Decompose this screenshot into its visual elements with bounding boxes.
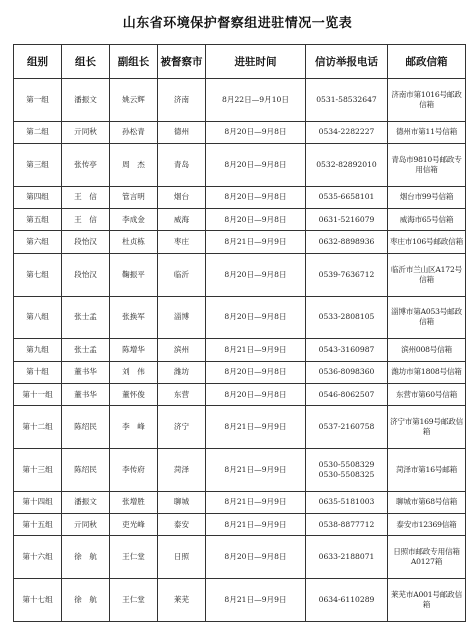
mailbox-cell: 淄博市第A053号邮政信箱	[388, 296, 466, 339]
phone-cell	[306, 339, 388, 361]
group-cell: 第十六组	[14, 536, 62, 579]
phone-number: 0530-5508329	[318, 459, 375, 469]
city-cell: 烟台	[158, 186, 206, 208]
phone-cell	[306, 79, 388, 122]
city-cell: 莱芜	[158, 579, 206, 622]
phone-cell	[306, 209, 388, 231]
period-cell: 8月21日—9月9日	[206, 406, 306, 449]
mailbox-cell: 日照市邮政专用信箱A0127箱	[388, 536, 466, 579]
phone-cell	[306, 253, 388, 296]
phone-cell	[306, 491, 388, 513]
phone-number: 0633-2188071	[318, 552, 375, 562]
deputy-cell: 陈增华	[110, 339, 158, 361]
period-cell: 8月20日—9月8日	[206, 383, 306, 405]
col-header-phone: 信访举报电话	[306, 45, 388, 79]
period-cell: 8月20日—9月8日	[206, 209, 306, 231]
deputy-cell: 张增胜	[110, 491, 158, 513]
phone-number: 0531-58532647	[316, 94, 377, 104]
group-cell: 第五组	[14, 209, 62, 231]
table-row	[14, 491, 466, 513]
deputy-cell: 管言明	[110, 186, 158, 208]
leader-cell: 董书华	[62, 361, 110, 383]
table-row	[14, 209, 466, 231]
deputy-cell: 王仁堂	[110, 536, 158, 579]
phone-cell	[306, 449, 388, 492]
phone-cell	[306, 514, 388, 536]
leader-cell: 段怡汉	[62, 253, 110, 296]
mailbox-cell: 济南市第1016号邮政信箱	[388, 79, 466, 122]
city-cell: 临沂	[158, 253, 206, 296]
phone-number: 0535-6658101	[318, 192, 375, 202]
period-cell: 8月21日—9月9日	[206, 491, 306, 513]
phone-number: 0631-5216079	[318, 214, 375, 224]
table-row	[14, 339, 466, 361]
leader-cell: 张士孟	[62, 296, 110, 339]
group-cell: 第十一组	[14, 383, 62, 405]
leader-cell: 张士孟	[62, 339, 110, 361]
phone-number: 0530-5508325	[318, 469, 375, 479]
table-row	[14, 231, 466, 253]
deputy-cell: 李 峰	[110, 406, 158, 449]
phone-cell	[306, 383, 388, 405]
table-body	[14, 79, 466, 622]
period-cell: 8月21日—9月9日	[206, 449, 306, 492]
table-row	[14, 79, 466, 122]
mailbox-cell: 枣庄市106号邮政信箱	[388, 231, 466, 253]
city-cell: 青岛	[158, 144, 206, 187]
group-cell: 第十组	[14, 361, 62, 383]
phone-number: 0538-8877712	[318, 519, 375, 529]
deputy-cell: 姚云辉	[110, 79, 158, 122]
city-cell: 枣庄	[158, 231, 206, 253]
deputy-cell: 周 杰	[110, 144, 158, 187]
mailbox-cell: 泰安市12369信箱	[388, 514, 466, 536]
group-cell: 第十五组	[14, 514, 62, 536]
phone-cell	[306, 536, 388, 579]
period-cell: 8月21日—9月9日	[206, 231, 306, 253]
col-header-deputy: 副组长	[110, 45, 158, 79]
city-cell: 潍坊	[158, 361, 206, 383]
city-cell: 济宁	[158, 406, 206, 449]
table-row	[14, 144, 466, 187]
group-cell: 第十七组	[14, 579, 62, 622]
inspection-table	[13, 44, 466, 622]
leader-cell: 张传亭	[62, 144, 110, 187]
period-cell: 8月21日—9月9日	[206, 339, 306, 361]
period-cell: 8月20日—9月8日	[206, 186, 306, 208]
city-cell: 淄博	[158, 296, 206, 339]
period-cell: 8月20日—9月8日	[206, 536, 306, 579]
period-cell: 8月20日—9月8日	[206, 253, 306, 296]
mailbox-cell: 烟台市99号信箱	[388, 186, 466, 208]
phone-number: 0632-8898936	[318, 237, 375, 247]
phone-cell	[306, 144, 388, 187]
group-cell: 第九组	[14, 339, 62, 361]
leader-cell: 徐 航	[62, 579, 110, 622]
phone-cell	[306, 361, 388, 383]
phone-number: 0539-7636712	[318, 269, 375, 279]
table-row	[14, 536, 466, 579]
city-cell: 东营	[158, 383, 206, 405]
phone-cell	[306, 231, 388, 253]
deputy-cell: 杜贞栋	[110, 231, 158, 253]
group-cell: 第三组	[14, 144, 62, 187]
table-row	[14, 514, 466, 536]
deputy-cell: 董怀俊	[110, 383, 158, 405]
period-cell: 8月20日—9月8日	[206, 361, 306, 383]
period-cell: 8月21日—9月9日	[206, 579, 306, 622]
period-cell: 8月22日—9月10日	[206, 79, 306, 122]
mailbox-cell: 莱芜市A001号邮政信箱	[388, 579, 466, 622]
deputy-cell: 鞠振平	[110, 253, 158, 296]
group-cell: 第二组	[14, 121, 62, 143]
leader-cell: 王 信	[62, 209, 110, 231]
col-header-group: 组别	[14, 45, 62, 79]
period-cell: 8月20日—9月8日	[206, 121, 306, 143]
phone-number: 0635-5181003	[318, 497, 375, 507]
deputy-cell: 李成金	[110, 209, 158, 231]
col-header-city: 被督察市	[158, 45, 206, 79]
period-cell: 8月21日—9月9日	[206, 514, 306, 536]
mailbox-cell: 菏泽市第16号邮箱	[388, 449, 466, 492]
deputy-cell: 孙松青	[110, 121, 158, 143]
leader-cell: 徐 航	[62, 536, 110, 579]
table-row	[14, 579, 466, 622]
group-cell: 第八组	[14, 296, 62, 339]
deputy-cell: 李传府	[110, 449, 158, 492]
col-header-leader: 组长	[62, 45, 110, 79]
deputy-cell: 王仁堂	[110, 579, 158, 622]
phone-number: 0543-3160987	[318, 344, 375, 354]
page-title: 山东省环境保护督察组进驻情况一览表	[122, 16, 353, 31]
deputy-cell: 吏光峰	[110, 514, 158, 536]
phone-number: 0534-2282227	[318, 127, 375, 137]
leader-cell: 潘振文	[62, 491, 110, 513]
group-cell: 第四组	[14, 186, 62, 208]
group-cell: 第六组	[14, 231, 62, 253]
phone-number: 0536-8098360	[318, 367, 375, 377]
city-cell: 日照	[158, 536, 206, 579]
deputy-cell: 张换军	[110, 296, 158, 339]
city-cell: 泰安	[158, 514, 206, 536]
deputy-cell: 刘 伟	[110, 361, 158, 383]
mailbox-cell: 聊城市第68号信箱	[388, 491, 466, 513]
phone-number: 0634-6110289	[318, 595, 375, 605]
phone-number: 0546-8062507	[318, 389, 375, 399]
mailbox-cell: 潍坊市第1808号信箱	[388, 361, 466, 383]
leader-cell: 王 信	[62, 186, 110, 208]
col-header-mailbox: 邮政信箱	[388, 45, 466, 79]
table-row	[14, 361, 466, 383]
leader-cell: 潘振文	[62, 79, 110, 122]
leader-cell: 亓同秋	[62, 121, 110, 143]
group-cell: 第十三组	[14, 449, 62, 492]
mailbox-cell: 青岛市9810号邮政专用信箱	[388, 144, 466, 187]
mailbox-cell: 威海市65号信箱	[388, 209, 466, 231]
city-cell: 滨州	[158, 339, 206, 361]
phone-number: 0533-2808105	[318, 312, 375, 322]
leader-cell: 董书华	[62, 383, 110, 405]
city-cell: 菏泽	[158, 449, 206, 492]
mailbox-cell: 临沂市兰山区A172号信箱	[388, 253, 466, 296]
table-row	[14, 186, 466, 208]
city-cell: 聊城	[158, 491, 206, 513]
phone-cell	[306, 579, 388, 622]
phone-number: 0532-82892010	[316, 159, 377, 169]
table-row	[14, 383, 466, 405]
period-cell: 8月20日—9月8日	[206, 296, 306, 339]
phone-cell	[306, 296, 388, 339]
col-header-period: 进驻时间	[206, 45, 306, 79]
group-cell: 第一组	[14, 79, 62, 122]
table-row	[14, 121, 466, 143]
city-cell: 威海	[158, 209, 206, 231]
phone-cell	[306, 186, 388, 208]
leader-cell: 亓同秋	[62, 514, 110, 536]
table-row	[14, 253, 466, 296]
table-row	[14, 296, 466, 339]
mailbox-cell: 滨州008号信箱	[388, 339, 466, 361]
mailbox-cell: 济宁市第169号邮政信箱	[388, 406, 466, 449]
phone-cell	[306, 121, 388, 143]
mailbox-cell: 德州市第11号信箱	[388, 121, 466, 143]
mailbox-cell: 东营市第60号信箱	[388, 383, 466, 405]
table-row	[14, 449, 466, 492]
leader-cell: 陈绍民	[62, 449, 110, 492]
phone-number: 0537-2160758	[318, 422, 375, 432]
leader-cell: 段怡汉	[62, 231, 110, 253]
period-cell: 8月20日—9月8日	[206, 144, 306, 187]
city-cell: 德州	[158, 121, 206, 143]
header-row	[14, 45, 466, 79]
leader-cell: 陈绍民	[62, 406, 110, 449]
phone-cell	[306, 406, 388, 449]
group-cell: 第十二组	[14, 406, 62, 449]
city-cell: 济南	[158, 79, 206, 122]
table-row	[14, 406, 466, 449]
group-cell: 第七组	[14, 253, 62, 296]
group-cell: 第十四组	[14, 491, 62, 513]
